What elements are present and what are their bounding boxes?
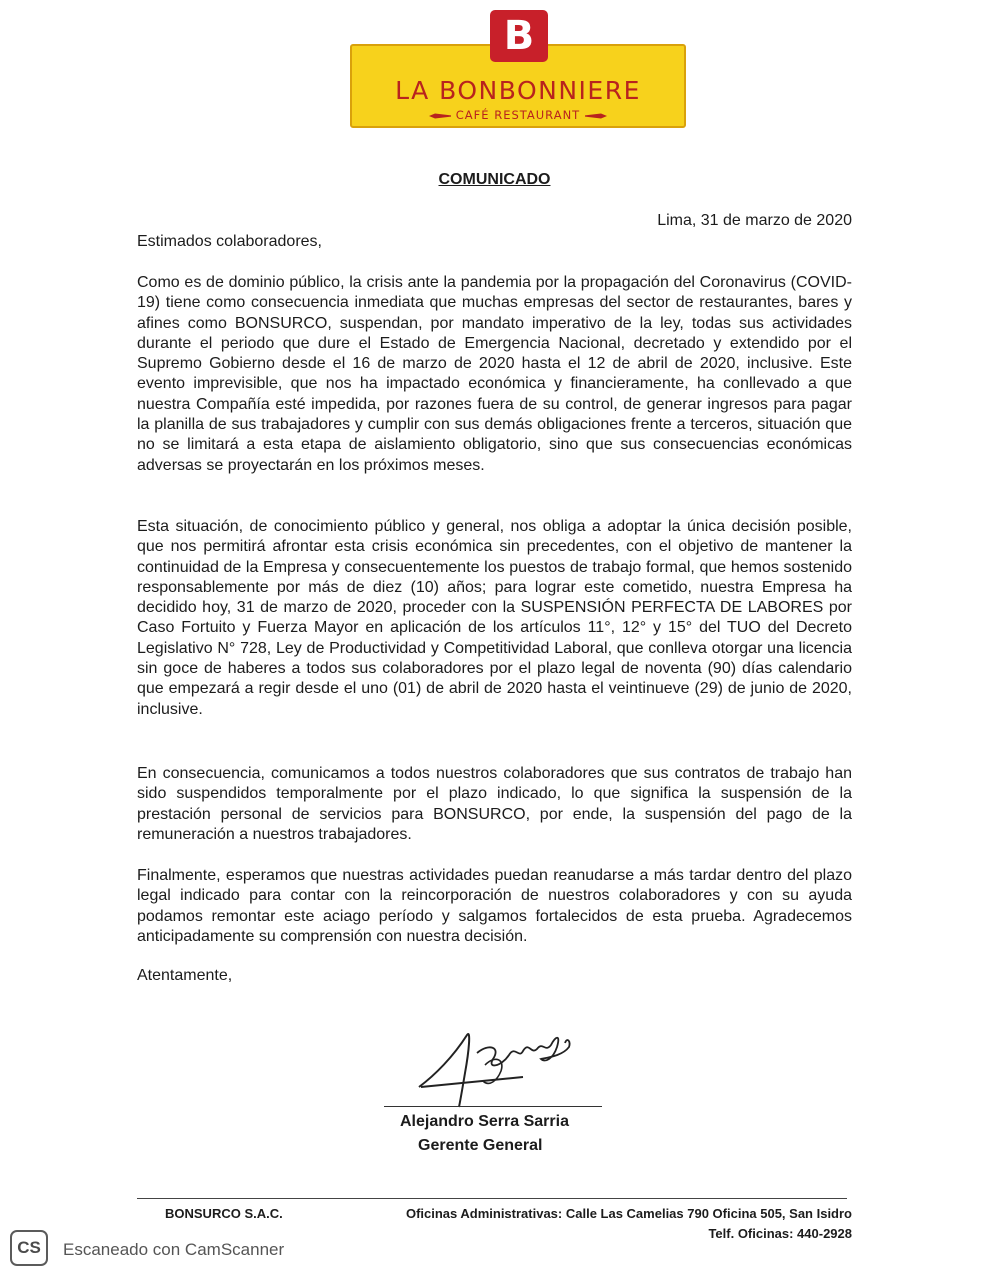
footer-address: Oficinas Administrativas: Calle Las Camelias 790 Oficina 505, San Isidro [405,1206,852,1221]
body-paragraph-4: Finalmente, esperamos que nuestras actividades puedan reanudarse a más tardar dentro del plazo legal indicado para contar con la reincorporación de nuestros colaboradores y con su ayuda podamos remontar este aciago período y salgamos fortalecidos de esta prueba. Agradecemos anticipadamente su comprensión con nuestra decisión. [137,867,852,945]
body-paragraph-3: En consecuencia, comunicamos a todos nuestros colaboradores que sus contratos de trabajo han sido suspendidos temporalmente por el plazo indicado, lo que significa la suspensión de la prestación personal de servicios para BONSURCO, por ende, la suspensión del pago de la remuneración a nuestros trabajadores. [137,765,852,843]
footer-phone: Telf. Oficinas: 440-2928 [708,1226,852,1241]
body-paragraph-2: Esta situación, de conocimiento público y general, nos obliga a adoptar la única decisión posible, que nos permitirá afrontar esta crisis económica sin precedentes, con el objetivo de mantener la continuidad de la Empresa y consecuentemente los puestos de trabajo formal, que hemos sostenido responsablemente por más de diez (10) años; para lograr este cometido, nuestra Empresa ha decidido hoy, 31 de marzo de 2020, proceder con la SUSPENSIÓN PERFECTA DE LABORES por Caso Fortuito y Fuerza Mayor en aplicación de los artículos 11°, 12° y 15° del TUO del Decreto Legislativo N° 728, Ley de Productividad y Competitividad Laboral, que conlleva otorgar una licencia sin goce de haberes a todos sus colaboradores por el plazo legal de noventa (90) días calendario que empezará a regir desde el uno (01) de abril de 2020 hasta el veintinueve (29) de junio de 2020, inclusive. [137,518,852,718]
letter-closing: Atentamente, [137,967,233,984]
signer-name: Alejandro Serra Sarria [400,1113,569,1130]
scanner-watermark: Escaneado con CamScanner [63,1240,285,1259]
logo-name: LA BONBONNIERE [395,76,641,105]
company-logo [350,10,690,132]
camscanner-icon: CS [10,1230,48,1266]
right-ornament-icon [585,113,607,119]
footer-company: BONSURCO S.A.C. [165,1206,283,1221]
signature-line [384,1106,602,1107]
document-title: COMUNICADO [438,171,551,188]
logo-tagline [352,108,684,122]
footer-divider [137,1198,847,1199]
signer-role: Gerente General [418,1137,543,1154]
logo-tagline-text: CAFÉ RESTAURANT [455,108,581,122]
letter-greeting: Estimados colaboradores, [137,233,322,250]
logo-letter-badge: B [490,10,548,62]
handwritten-signature [405,1015,595,1110]
letter-date: Lima, 31 de marzo de 2020 [657,212,852,229]
body-paragraph-1: Como es de dominio público, la crisis ante la pandemia por la propagación del Coronavirus (COVID-19) tiene como consecuencia inmediata que muchas empresas del sector de restaurantes, bares y afines como BONSURCO, suspendan, por mandato imperativo de la ley, todas sus actividades durante el periodo que dure el Estado de Emergencia Nacional, decretado y extendido por el Supremo Gobierno desde el 16 de marzo de 2020 hasta el 12 de abril de 2020, inclusive. Este evento imprevisible, que nos ha impactado económica y financieramente, ha conllevado a que nuestra Compañía esté impedida, por razones fuera de su control, de generar ingresos para pagar la planilla de sus trabajadores y cumplir con sus demás obligaciones frente a terceros, situación que no se limitará a esta etapa de aislamiento obligatorio, sino que sus consecuencias económicas adversas se proyectarán en los próximos meses. [137,274,852,474]
left-ornament-icon [429,113,451,119]
